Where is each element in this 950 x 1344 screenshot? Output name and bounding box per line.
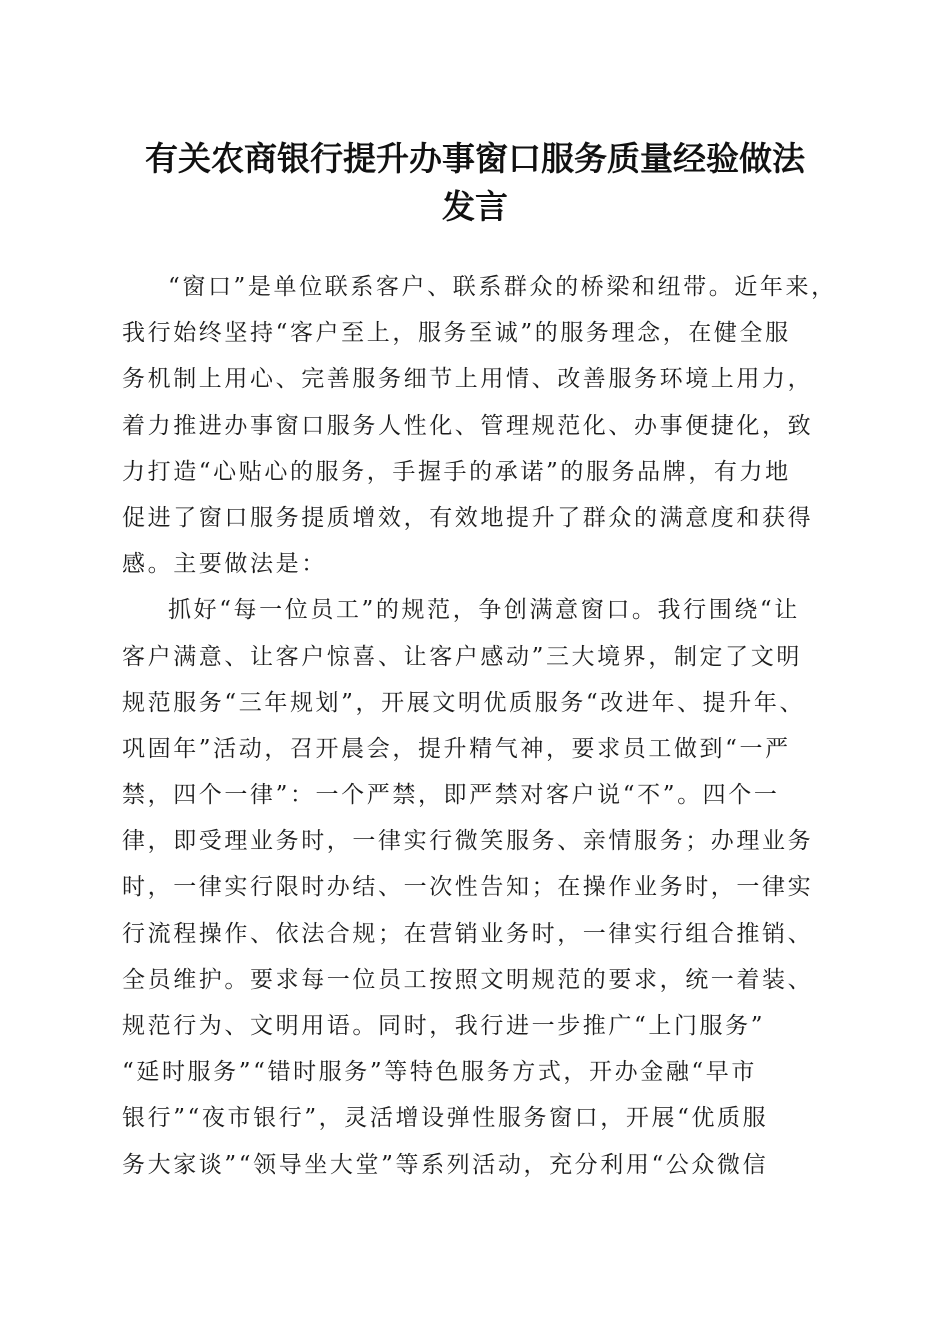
document-body xyxy=(122,264,842,1188)
paragraph-line: 感。主要做法是： xyxy=(122,551,327,578)
paragraph-line: 律，即受理业务时，一律实行微笑服务、亲情服务；办理业务 xyxy=(122,828,814,855)
paragraph-line: 巩固年”活动，召开晨会，提升精气神，要求员工做到“一严 xyxy=(122,735,791,762)
paragraph-line: 行流程操作、依法合规；在营销业务时，一律实行组合推销、 xyxy=(122,920,814,947)
paragraph-line: 力打造“心贴心的服务，手握手的承诺”的服务品牌，有力地 xyxy=(122,458,791,485)
paragraph-line: 规范行为、文明用语。同时，我行进一步推广“上门服务” xyxy=(122,1013,766,1039)
paragraph-line: 客户满意、让客户惊喜、让客户感动”三大境界，制定了文明 xyxy=(122,643,802,670)
paragraph-line: 时，一律实行限时办结、一次性告知；在操作业务时，一律实 xyxy=(122,874,814,901)
paragraph-line: 务机制上用心、完善服务细节上用情、改善服务环境上用力， xyxy=(122,366,814,393)
paragraph-line: 抓好“每一位员工”的规范，争创满意窗口。我行围绕“让 xyxy=(168,597,800,624)
paragraph-line: 规范服务“三年规划”，开展文明优质服务“改进年、提升年、 xyxy=(122,689,806,716)
title-line-1: 有关农商银行提升办事窗口服务质量经验做法 xyxy=(145,139,805,178)
title-line-2: 发言 xyxy=(442,187,508,226)
paragraph-line: 全员维护。要求每一位员工按照文明规范的要求，统一着装、 xyxy=(122,966,814,993)
paragraph-line: 银行”“夜市银行”，灵活增设弹性服务窗口，开展“优质服 xyxy=(122,1105,769,1132)
paragraph-line: 务大家谈”“领导坐大堂”等系列活动，充分利用“公众微信 xyxy=(122,1151,769,1178)
paragraph-line: 着力推进办事窗口服务人性化、管理规范化、办事便捷化，致 xyxy=(122,412,814,439)
paragraph-1 xyxy=(122,264,842,587)
document-title xyxy=(100,135,850,231)
paragraph-line: 禁，四个一律”：一个严禁，即严禁对客户说“不”。四个一 xyxy=(122,782,780,809)
paragraph-line: “窗口”是单位联系客户、联系群众的桥梁和纽带。近年来， xyxy=(168,274,837,300)
paragraph-line: 促进了窗口服务提质增效，有效地提升了群众的满意度和获得 xyxy=(122,504,814,531)
paragraph-2 xyxy=(122,587,842,1187)
paragraph-line: “延时服务”“错时服务”等特色服务方式，开办金融“早市 xyxy=(122,1059,757,1086)
paragraph-line: 我行始终坚持“客户至上，服务至诚”的服务理念，在健全服 xyxy=(122,320,791,347)
